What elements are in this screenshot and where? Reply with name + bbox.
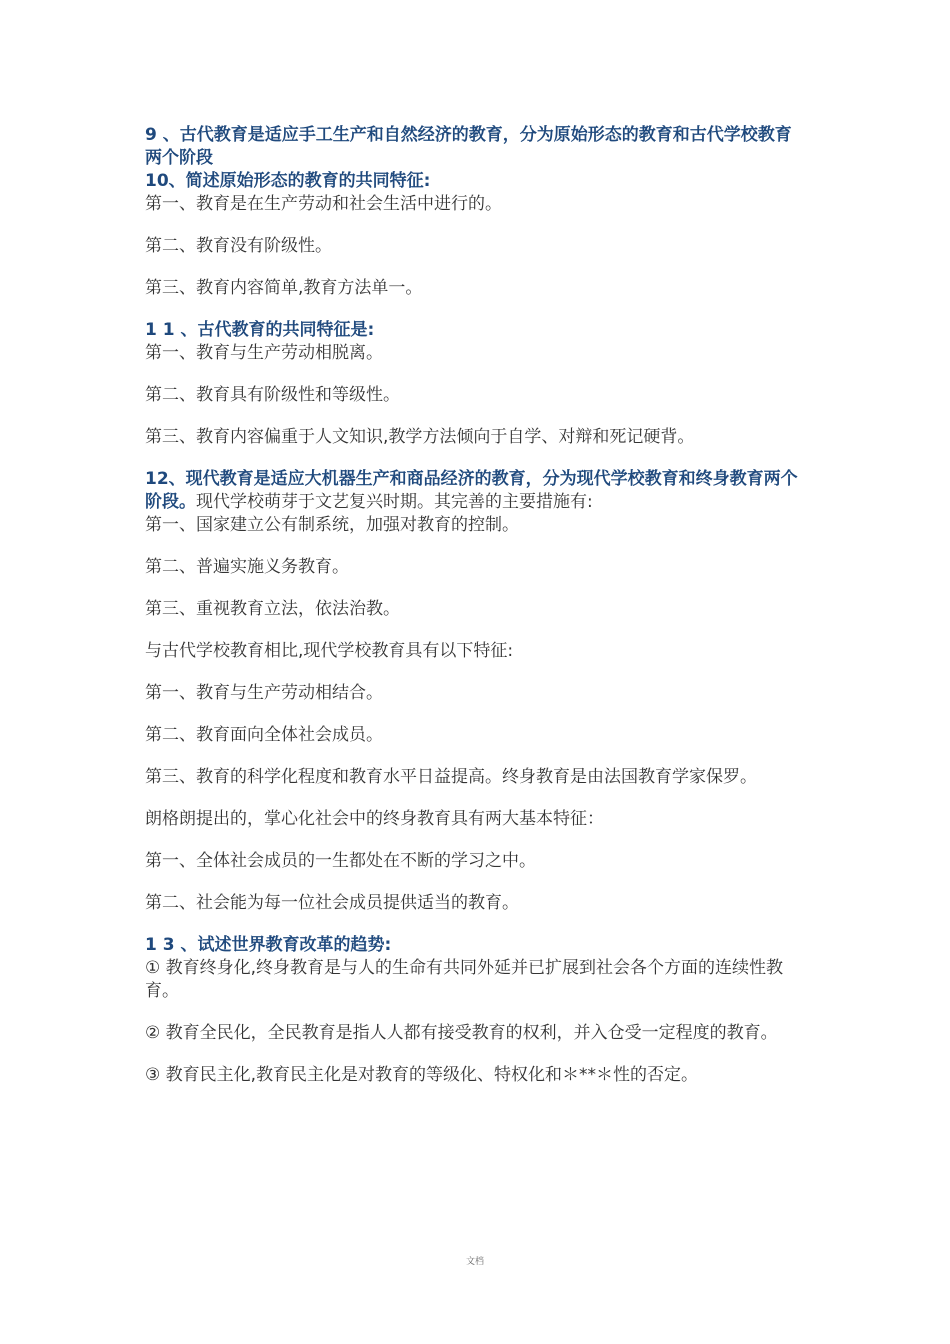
heading-primitive-features: 10、简述原始形态的教育的共同特征: xyxy=(145,171,431,191)
heading-modern-education xyxy=(145,468,805,514)
heading-reform-trends: 1 3 、试述世界教育改革的趋势: xyxy=(145,935,392,955)
list-item: ① 教育终身化,终身教育是与人的生命有共同外延并已扩展到社会各个方面的连续性教育。 xyxy=(145,958,784,1001)
paragraph: 与古代学校教育相比,现代学校教育具有以下特征: xyxy=(145,641,514,661)
heading-modern-education-bold: 12、现代教育是适应大机器生产和商品经济的教育，分为现代学校教育和终身教育两个阶段。 xyxy=(145,469,798,512)
paragraph: 第一、全体社会成员的一生都处在不断的学习之中。 xyxy=(145,851,536,871)
paragraph: 第二、普遍实施义务教育。 xyxy=(145,557,349,577)
paragraph: 第三、教育内容偏重于人文知识,教学方法倾向于自学、对辩和死记硬背。 xyxy=(145,427,695,447)
paragraph: 第二、教育具有阶级性和等级性。 xyxy=(145,385,400,405)
paragraph: 第一、教育与生产劳动相结合。 xyxy=(145,683,383,703)
paragraph: 第三、教育内容简单,教育方法单一。 xyxy=(145,278,423,298)
list-item: ② 教育全民化，全民教育是指人人都有接受教育的权利，并入仓受一定程度的教育。 xyxy=(145,1023,778,1043)
paragraph: 第二、教育没有阶级性。 xyxy=(145,236,332,256)
paragraph: 第二、社会能为每一位社会成员提供适当的教育。 xyxy=(145,893,519,913)
paragraph: 第一、教育是在生产劳动和社会生活中进行的。 xyxy=(145,194,502,214)
paragraph: 第一、国家建立公有制系统，加强对教育的控制。 xyxy=(145,515,519,535)
paragraph: 第一、教育与生产劳动相脱离。 xyxy=(145,343,383,363)
heading-modern-education-text: 现代学校萌芽于文艺复兴时期。其完善的主要措施有: xyxy=(196,492,593,512)
document-body xyxy=(145,124,805,1087)
heading-ancient-features: 1 1 、古代教育的共同特征是: xyxy=(145,320,375,340)
paragraph: 朗格朗提出的，掌心化社会中的终身教育具有两大基本特征： xyxy=(145,809,604,829)
list-item: ③ 教育民主化,教育民主化是对教育的等级化、特权化和＊**＊性的否定。 xyxy=(145,1065,699,1085)
paragraph: 第二、教育面向全体社会成员。 xyxy=(145,725,383,745)
page-footer: 文档 xyxy=(465,1257,484,1267)
heading-ancient-education: 9 、古代教育是适应手工生产和自然经济的教育，分为原始形态的教育和古代学校教育两个阶段 xyxy=(145,125,792,168)
paragraph: 第三、教育的科学化程度和教育水平日益提高。终身教育是由法国教育学家保罗。 xyxy=(145,767,757,787)
paragraph: 第三、重视教育立法，依法治教。 xyxy=(145,599,400,619)
